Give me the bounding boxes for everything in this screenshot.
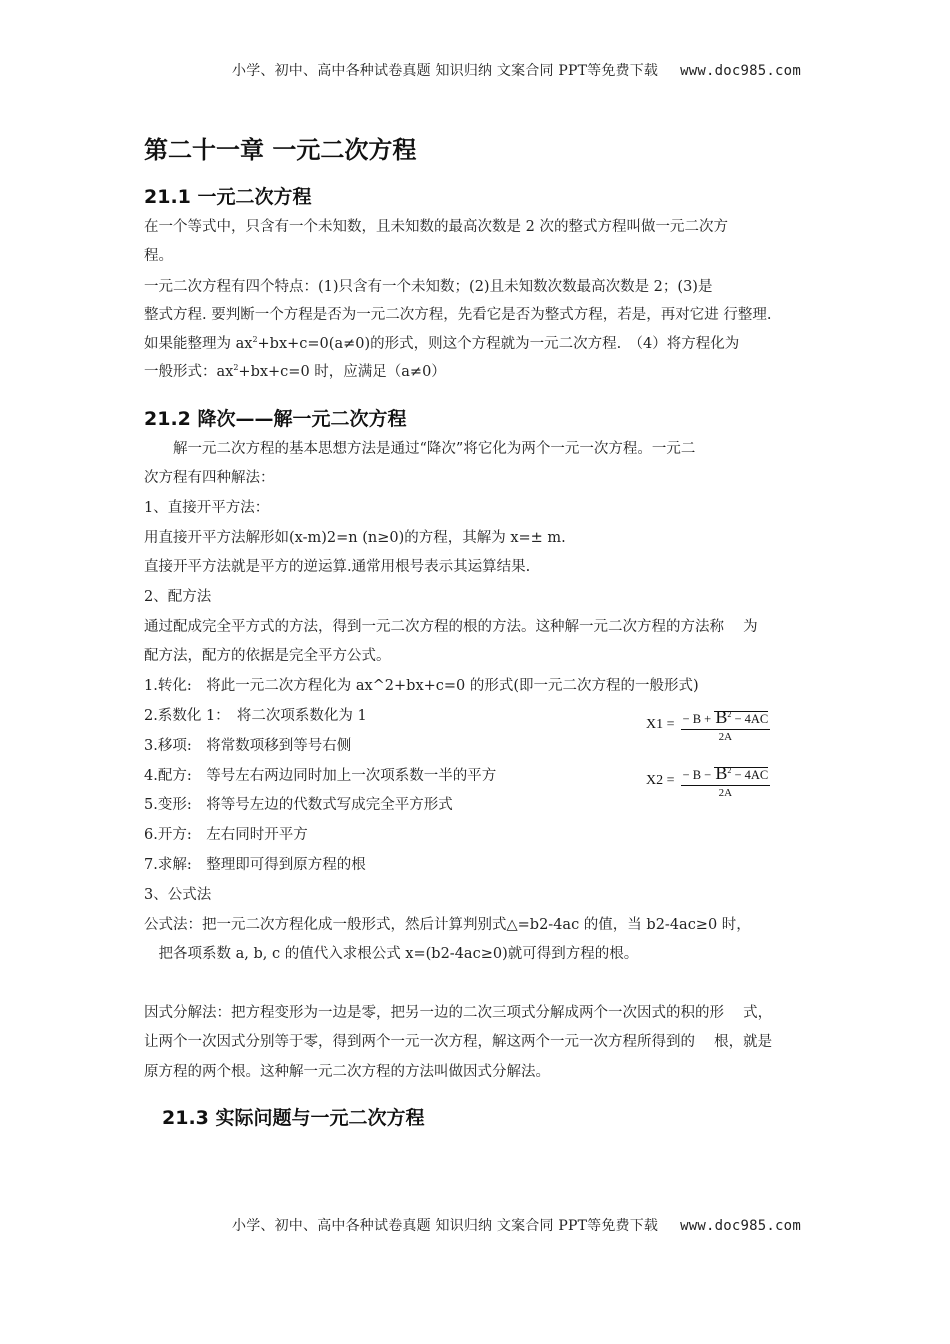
features-line: 整式方程. 要判断一个方程是否为一元二次方程，先看它是否为整式方程，若是，再对它进 行整理. <box>144 307 772 323</box>
section-title-21-1: 21.1 一元二次方程 <box>144 186 312 208</box>
page-footer <box>232 1215 801 1235</box>
method-2-title: 2、配方法 <box>144 589 212 605</box>
section-title-21-2: 21.2 降次——解一元二次方程 <box>144 408 407 430</box>
footer-text: 小学、初中、高中各种试卷真题 知识归纳 文案合同 PPT等免费下载 <box>232 1218 659 1234</box>
step-item: 1.转化: 将此一元二次方程化为 ax^2+bx+c=0 的形式(即一元二次方程的一般形式) <box>144 678 699 694</box>
section-title-21-3: 21.3 实际问题与一元二次方程 <box>162 1107 425 1129</box>
features-line: 一般形式：$ax^2+bx+c=0$ 时，应满足（a≠0） <box>144 363 446 380</box>
method-1-line: 直接开平方法就是平方的逆运算.通常用根号表示其运算结果. <box>144 559 531 575</box>
method-3-line: 公式法：把一元二次方程化成一般形式，然后计算判别式△=b2-4ac 的值，当 b2-4ac≥0 时， <box>144 917 751 933</box>
step-item: 2.系数化 1： 将二次项系数化为 1 <box>144 708 367 724</box>
method-3-title: 3、公式法 <box>144 887 212 903</box>
root-formula-x1: X1 = $\frac{- B + B^2 - 4AC}{2A}$ <box>646 707 769 743</box>
method-4-line: 原方程的两个根。这种解一元二次方程的方法叫做因式分解法。 <box>144 1064 550 1080</box>
features-line: 如果能整理为 $ax^2+bx+c=0(a\ne 0)$的形式，则这个方程就为一元二次方程. （4）将方程化为 <box>144 335 740 352</box>
method-3-line: 把各项系数 a, b, c 的值代入求根公式 x=(b2-4ac≥0)就可得到方程的根。 <box>144 946 639 962</box>
method-1-line: 用直接开平方法解形如(x-m)2=n (n≥0)的方程，其解为 x=± m. <box>144 530 566 546</box>
header-text: 小学、初中、高中各种试卷真题 知识归纳 文案合同 PPT等免费下载 <box>232 63 659 79</box>
step-item: 6.开方: 左右同时开平方 <box>144 827 308 843</box>
intro-line: 次方程有四种解法： <box>144 470 275 486</box>
features-line: 一元二次方程有四个特点：(1)只含有一个未知数；(2)且未知数次数最高次数是 2；(3)是 <box>144 279 713 295</box>
step-item: 3.移项: 将常数项移到等号右侧 <box>144 738 352 754</box>
intro-line: 解一元二次方程的基本思想方法是通过“降次”将它化为两个一元一次方程。一元二 <box>144 441 696 457</box>
method-2-line: 通过配成完全平方式的方法，得到一元二次方程的根的方法。这种解一元二次方程的方法称 为 <box>144 619 758 635</box>
definition-line: 在一个等式中，只含有一个未知数，且未知数的最高次数是 2 次的整式方程叫做一元二次方 <box>144 219 728 235</box>
method-2-line: 配方法，配方的依据是完全平方公式。 <box>144 648 391 664</box>
definition-line: 程。 <box>144 248 173 264</box>
method-4-line: 让两个一次因式分别等于零，得到两个一元一次方程，解这两个一元一次方程所得到的 根，就是 <box>144 1034 773 1050</box>
step-item: 7.求解: 整理即可得到原方程的根 <box>144 857 366 873</box>
page-header <box>232 60 801 80</box>
root-formula-x2: X2 = $\frac{- B - B^2 - 4AC}{2A}$ <box>646 763 769 799</box>
header-url[interactable]: www.doc985.com <box>680 63 801 79</box>
step-item: 4.配方: 等号左右两边同时加上一次项系数一半的平方 <box>144 768 497 784</box>
footer-url[interactable]: www.doc985.com <box>680 1218 801 1234</box>
chapter-title: 第二十一章 一元二次方程 <box>144 136 417 164</box>
method-4-line: 因式分解法：把方程变形为一边是零，把另一边的二次三项式分解成两个一次因式的积的形 式， <box>144 1005 773 1021</box>
method-1-title: 1、直接开平方法： <box>144 500 270 516</box>
step-item: 5.变形: 将等号左边的代数式写成完全平方形式 <box>144 797 453 813</box>
